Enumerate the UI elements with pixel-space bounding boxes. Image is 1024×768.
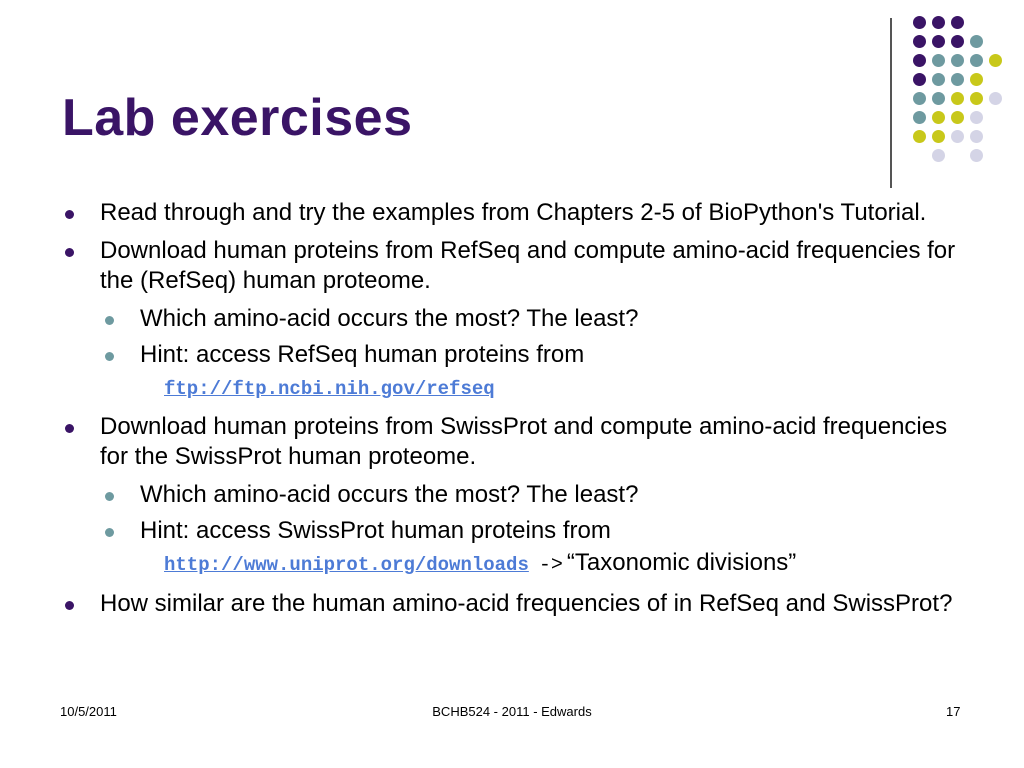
decor-dot [970, 130, 983, 143]
refseq-ftp-link[interactable]: ftp://ftp.ncbi.nih.gov/refseq [164, 378, 495, 400]
sub-bullet-refseq-hint: Hint: access RefSeq human proteins from [60, 340, 980, 370]
swissprot-link-line [60, 548, 980, 581]
decor-dot [932, 92, 945, 105]
footer-course: BCHB524 - 2011 - Edwards [432, 704, 592, 719]
decor-dot [970, 111, 983, 124]
decor-dot [970, 73, 983, 86]
refseq-link-line [60, 372, 980, 404]
decor-dot [913, 130, 926, 143]
taxonomic-divisions-text: “Taxonomic divisions” [566, 549, 797, 576]
decor-dot [951, 54, 964, 67]
decor-dot [970, 92, 983, 105]
bullet-biopython-tutorial: Read through and try the examples from Chapters 2-5 of BioPython's Tutorial. [60, 198, 980, 228]
decor-dot [951, 130, 964, 143]
decor-dot [913, 35, 926, 48]
decorative-dot-grid [0, 0, 1024, 180]
footer-page-number: 17 [946, 704, 961, 719]
decor-dot [913, 54, 926, 67]
decor-dot [951, 16, 964, 29]
decor-dot [932, 111, 945, 124]
decor-dot [913, 92, 926, 105]
sub-bullet-swissprot-hint: Hint: access SwissProt human proteins from [60, 516, 980, 546]
bullet-comparison: How similar are the human amino-acid frequencies of in RefSeq and SwissProt? [60, 589, 980, 619]
decor-dot [970, 54, 983, 67]
slide-body [60, 198, 980, 627]
decor-dot [951, 111, 964, 124]
decor-dot [970, 149, 983, 162]
decor-dot [932, 73, 945, 86]
decor-dot [932, 35, 945, 48]
sub-bullet-swissprot-most-least: Which amino-acid occurs the most? The least? [60, 480, 980, 510]
decor-dot [951, 35, 964, 48]
slide-title: Lab exercises [62, 89, 413, 147]
decor-dot [951, 73, 964, 86]
bullet-swissprot: Download human proteins from SwissProt and compute amino-acid frequencies for the SwissProt human proteome. [60, 412, 980, 472]
decor-dot [932, 130, 945, 143]
decor-dot [932, 16, 945, 29]
decor-dot [932, 149, 945, 162]
decor-dot [951, 92, 964, 105]
sub-bullet-refseq-most-least: Which amino-acid occurs the most? The least? [60, 304, 980, 334]
decor-dot [989, 92, 1002, 105]
decor-dot [970, 35, 983, 48]
footer-date: 10/5/2011 [60, 704, 117, 719]
decor-dot [913, 73, 926, 86]
arrow-text: -> [538, 554, 563, 577]
decor-dot [989, 54, 1002, 67]
decor-dot [913, 111, 926, 124]
decor-dot [913, 16, 926, 29]
uniprot-downloads-link[interactable]: http://www.uniprot.org/downloads [164, 554, 529, 576]
decor-dot [932, 54, 945, 67]
bullet-refseq: Download human proteins from RefSeq and compute amino-acid frequencies for the (RefSeq) human proteome. [60, 236, 980, 296]
